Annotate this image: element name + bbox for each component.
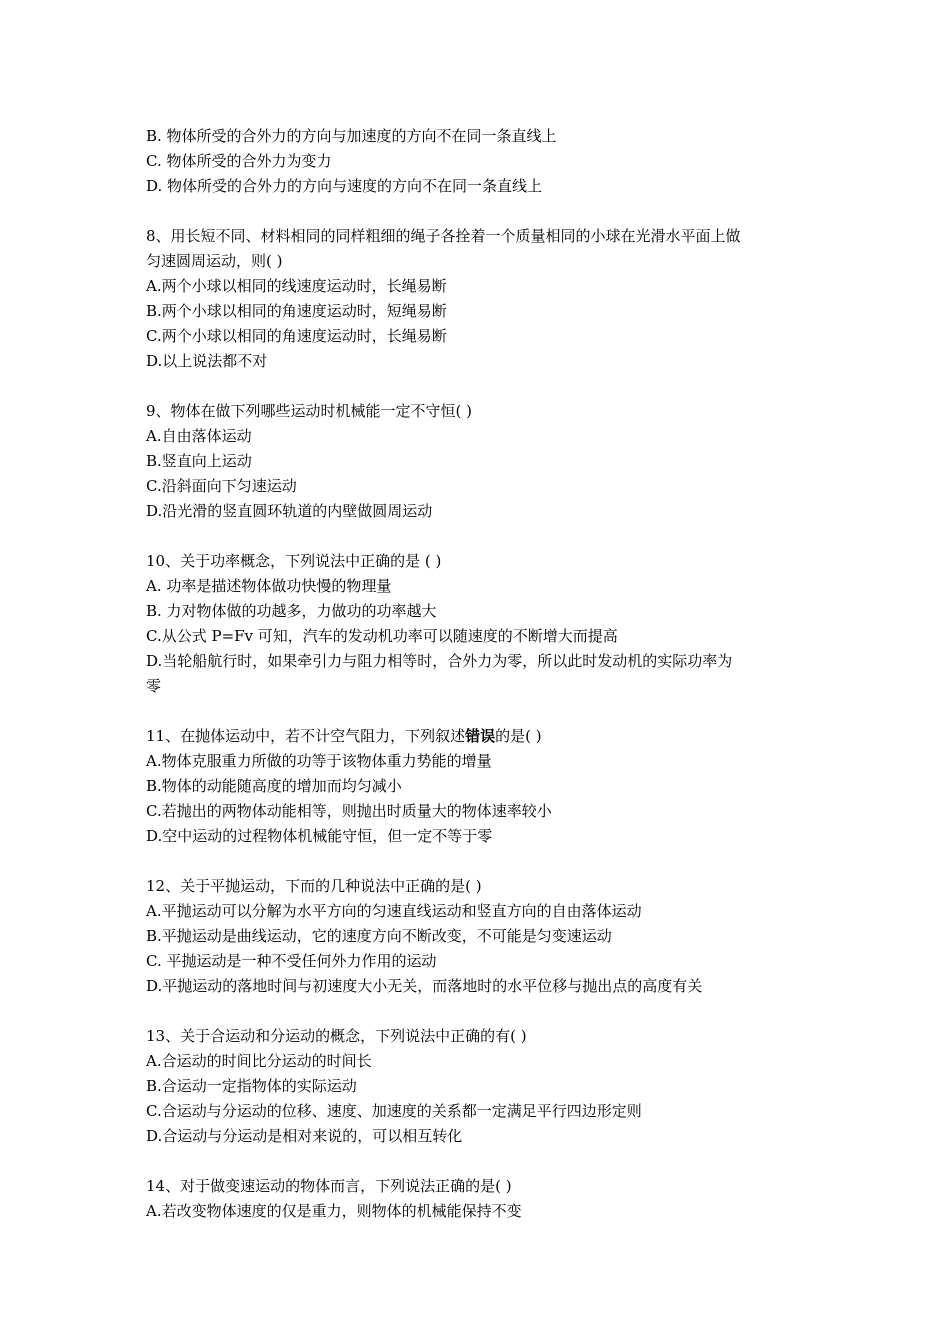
q9-stem: 9、物体在做下列哪些运动时机械能一定不守恒( )	[146, 402, 473, 420]
spacer	[146, 199, 816, 224]
q11-option-d: D.空中运动的过程物体机械能守恒，但一定不等于零	[146, 827, 493, 845]
q7-option-b: B. 物体所受的合外力的方向与加速度的方向不在同一条直线上	[146, 127, 557, 145]
q12-option-d: D.平抛运动的落地时间与初速度大小无关，而落地时的水平位移与抛出点的高度有关	[146, 977, 703, 995]
spacer	[146, 849, 816, 874]
q13-option-d: D.合运动与分运动是相对来说的，可以相互转化	[146, 1127, 463, 1145]
q8-option-d: D.以上说法都不对	[146, 352, 268, 370]
spacer	[146, 999, 816, 1024]
q10-option-c: C.从公式 P=Fv 可知，汽车的发动机功率可以随速度的不断增大而提高	[146, 627, 618, 645]
q10-option-b: B. 力对物体做的功越多，力做功的功率越大	[146, 602, 437, 620]
q14-stem: 14、对于做变速运动的物体而言，下列说法正确的是( )	[146, 1177, 512, 1195]
q10-option-d-line-2: 零	[146, 677, 162, 695]
q11-stem-post: 的是( )	[495, 727, 542, 745]
spacer	[146, 374, 816, 399]
q12-option-a: A.平抛运动可以分解为水平方向的匀速直线运动和竖直方向的自由落体运动	[146, 902, 642, 920]
q13-stem: 13、关于合运动和分运动的概念，下列说法中正确的有( )	[146, 1027, 527, 1045]
q7-option-d: D. 物体所受的合外力的方向与速度的方向不在同一条直线上	[146, 177, 543, 195]
q9-option-b: B.竖直向上运动	[146, 452, 252, 470]
q13-option-a: A.合运动的时间比分运动的时间长	[146, 1052, 372, 1070]
q12-option-b: B.平抛运动是曲线运动，它的速度方向不断改变，不可能是匀变速运动	[146, 927, 612, 945]
q13-option-c: C.合运动与分运动的位移、速度、加速度的关系都一定满足平行四边形定则	[146, 1102, 642, 1120]
q11-stem-emphasis: 错误	[465, 727, 496, 745]
q7-option-c: C. 物体所受的合外力为变力	[146, 152, 332, 170]
q9-option-a: A.自由落体运动	[146, 427, 252, 445]
q11-stem-pre: 11、在抛体运动中，若不计空气阻力，下列叙述	[146, 727, 466, 745]
q12-stem: 12、关于平抛运动，下而的几种说法中正确的是( )	[146, 877, 482, 895]
q8-option-b: B.两个小球以相同的角速度运动时，短绳易断	[146, 302, 447, 320]
q8-stem-line-1: 8、用长短不同、材料相同的同样粗细的绳子各拴着一个质量相同的小球在光滑水平面上做	[146, 227, 741, 245]
q8-option-a: A.两个小球以相同的线速度运动时，长绳易断	[146, 277, 447, 295]
q10-stem: 10、关于功率概念，下列说法中正确的是 ( )	[146, 552, 442, 570]
q9-option-d: D.沿光滑的竖直圆环轨道的内壁做圆周运动	[146, 502, 433, 520]
spacer	[146, 699, 816, 724]
q13-option-b: B.合运动一定指物体的实际运动	[146, 1077, 357, 1095]
document-page	[146, 124, 816, 1224]
spacer	[146, 524, 816, 549]
q10-option-d-line-1: D.当轮船航行时，如果牵引力与阻力相等时，合外力为零，所以此时发动机的实际功率为	[146, 652, 733, 670]
q14-option-a: A.若改变物体速度的仅是重力，则物体的机械能保持不变	[146, 1202, 522, 1220]
q10-option-a: A. 功率是描述物体做功快慢的物理量	[146, 577, 392, 595]
q11-option-a: A.物体克服重力所做的功等于该物体重力势能的增量	[146, 752, 492, 770]
q8-option-c: C.两个小球以相同的角速度运动时，长绳易断	[146, 327, 447, 345]
q11-option-b: B.物体的动能随高度的增加而均匀减小	[146, 777, 402, 795]
q9-option-c: C.沿斜面向下匀速运动	[146, 477, 297, 495]
spacer	[146, 1149, 816, 1174]
q11-option-c: C.若抛出的两物体动能相等，则抛出时质量大的物体速率较小	[146, 802, 552, 820]
q8-stem-line-2: 匀速圆周运动，则( )	[146, 252, 283, 270]
q11-stem	[146, 724, 816, 749]
q12-option-c: C. 平抛运动是一种不受任何外力作用的运动	[146, 952, 437, 970]
